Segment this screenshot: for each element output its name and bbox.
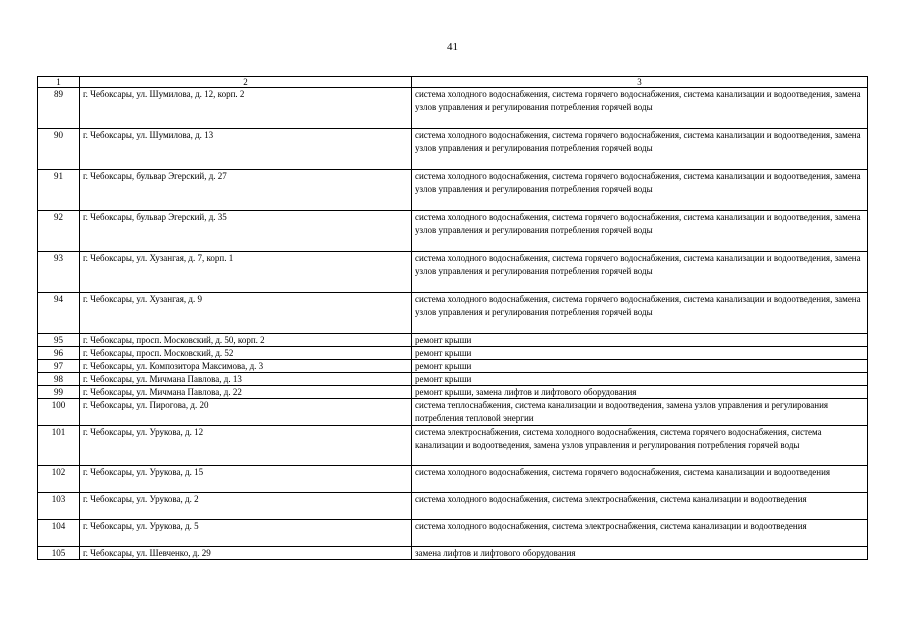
- row-address: г. Чебоксары, ул. Урукова, д. 2: [80, 493, 412, 520]
- table-row: [38, 252, 868, 293]
- table-row: [38, 373, 868, 386]
- table-row: [38, 426, 868, 466]
- row-works: ремонт крыши: [412, 334, 868, 347]
- row-number: 100: [38, 399, 80, 426]
- table-row: [38, 399, 868, 426]
- table-row: [38, 211, 868, 252]
- row-number: 94: [38, 293, 80, 334]
- table-row: [38, 547, 868, 560]
- row-number: 92: [38, 211, 80, 252]
- table-row: [38, 334, 868, 347]
- row-number: 102: [38, 466, 80, 493]
- row-works: система холодного водоснабжения, система электроснабжения, система канализации и водоотведения: [412, 493, 868, 520]
- row-number: 105: [38, 547, 80, 560]
- row-works: ремонт крыши, замена лифтов и лифтового оборудования: [412, 386, 868, 399]
- row-number: 104: [38, 520, 80, 547]
- row-number: 101: [38, 426, 80, 466]
- table-row: [38, 347, 868, 360]
- row-address: г. Чебоксары, ул. Шумилова, д. 13: [80, 129, 412, 170]
- row-number: 90: [38, 129, 80, 170]
- row-number: 103: [38, 493, 80, 520]
- column-header-works: 3: [412, 77, 868, 88]
- row-address: г. Чебоксары, ул. Мичмана Павлова, д. 22: [80, 386, 412, 399]
- column-header-address: 2: [80, 77, 412, 88]
- row-works: ремонт крыши: [412, 360, 868, 373]
- table-row: [38, 170, 868, 211]
- row-number: 93: [38, 252, 80, 293]
- row-works: система теплоснабжения, система канализации и водоотведения, замена узлов управления и регулирования потребления тепловой энергии: [412, 399, 868, 426]
- row-works: замена лифтов и лифтового оборудования: [412, 547, 868, 560]
- row-address: г. Чебоксары, ул. Шевченко, д. 29: [80, 547, 412, 560]
- row-address: г. Чебоксары, ул. Мичмана Павлова, д. 13: [80, 373, 412, 386]
- row-address: г. Чебоксары, ул. Пирогова, д. 20: [80, 399, 412, 426]
- row-number: 97: [38, 360, 80, 373]
- table-header-row: [38, 77, 868, 88]
- registry-table: [37, 76, 868, 560]
- row-address: г. Чебоксары, ул. Шумилова, д. 12, корп. 2: [80, 88, 412, 129]
- row-address: г. Чебоксары, бульвар Эгерский, д. 35: [80, 211, 412, 252]
- table-row: [38, 360, 868, 373]
- table-row: [38, 386, 868, 399]
- row-number: 89: [38, 88, 80, 129]
- row-works: ремонт крыши: [412, 373, 868, 386]
- row-address: г. Чебоксары, ул. Композитора Максимова, д. 3: [80, 360, 412, 373]
- row-works: ремонт крыши: [412, 347, 868, 360]
- row-works: система холодного водоснабжения, система горячего водоснабжения, система канализации и водоотведения, замена узлов управления и регулирования потребления горячей воды: [412, 88, 868, 129]
- row-number: 95: [38, 334, 80, 347]
- row-works: система холодного водоснабжения, система электроснабжения, система канализации и водоотведения: [412, 520, 868, 547]
- row-address: г. Чебоксары, бульвар Эгерский, д. 27: [80, 170, 412, 211]
- table-row: [38, 129, 868, 170]
- row-address: г. Чебоксары, просп. Московский, д. 52: [80, 347, 412, 360]
- table-row: [38, 293, 868, 334]
- row-works: система холодного водоснабжения, система горячего водоснабжения, система канализации и водоотведения, замена узлов управления и регулирования потребления горячей воды: [412, 129, 868, 170]
- row-address: г. Чебоксары, ул. Хузангая, д. 9: [80, 293, 412, 334]
- row-address: г. Чебоксары, просп. Московский, д. 50, корп. 2: [80, 334, 412, 347]
- row-address: г. Чебоксары, ул. Хузангая, д. 7, корп. 1: [80, 252, 412, 293]
- row-works: система холодного водоснабжения, система горячего водоснабжения, система канализации и водоотведения, замена узлов управления и регулирования потребления горячей воды: [412, 252, 868, 293]
- page-number: 41: [447, 41, 458, 53]
- table-row: [38, 520, 868, 547]
- row-number: 96: [38, 347, 80, 360]
- row-works: система электроснабжения, система холодного водоснабжения, система горячего водоснабжения, система канализации и водоотведения, замена узлов управления и регулирования потребления горячей воды: [412, 426, 868, 466]
- row-number: 98: [38, 373, 80, 386]
- row-address: г. Чебоксары, ул. Урукова, д. 5: [80, 520, 412, 547]
- table-row: [38, 493, 868, 520]
- table-row: [38, 88, 868, 129]
- table-row: [38, 466, 868, 493]
- row-works: система холодного водоснабжения, система горячего водоснабжения, система канализации и водоотведения, замена узлов управления и регулирования потребления горячей воды: [412, 211, 868, 252]
- row-number: 99: [38, 386, 80, 399]
- row-works: система холодного водоснабжения, система горячего водоснабжения, система канализации и водоотведения: [412, 466, 868, 493]
- column-header-number: 1: [38, 77, 80, 88]
- row-address: г. Чебоксары, ул. Урукова, д. 15: [80, 466, 412, 493]
- row-works: система холодного водоснабжения, система горячего водоснабжения, система канализации и водоотведения, замена узлов управления и регулирования потребления горячей воды: [412, 170, 868, 211]
- row-number: 91: [38, 170, 80, 211]
- row-works: система холодного водоснабжения, система горячего водоснабжения, система канализации и водоотведения, замена узлов управления и регулирования потребления горячей воды: [412, 293, 868, 334]
- row-address: г. Чебоксары, ул. Урукова, д. 12: [80, 426, 412, 466]
